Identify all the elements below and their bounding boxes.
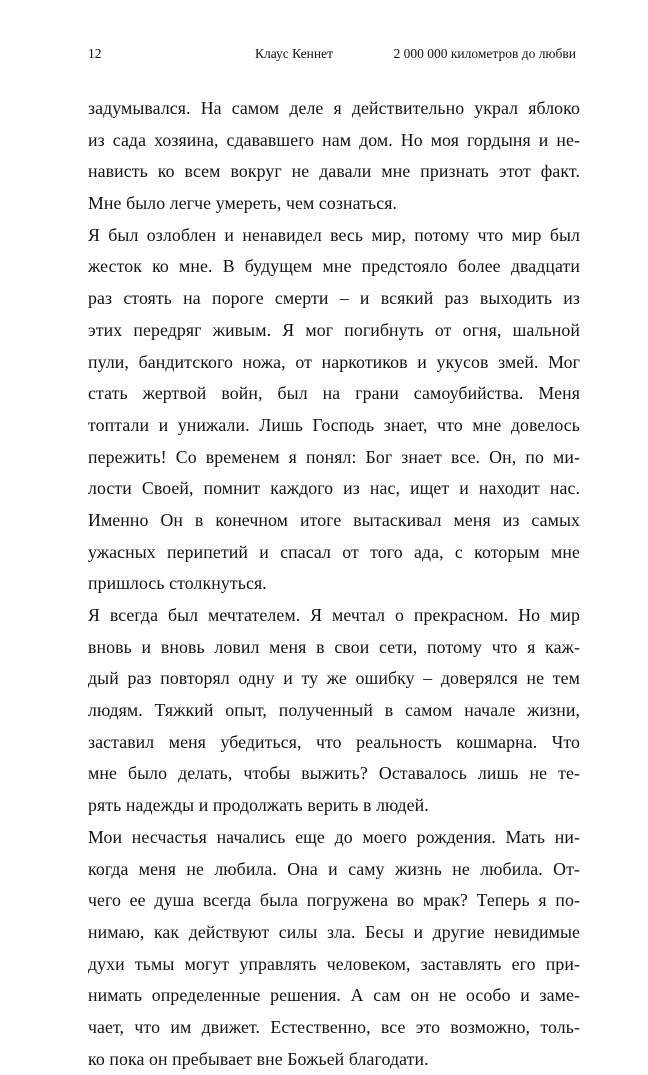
book-title: 2 000 000 километров до любви [393,46,576,61]
running-header [88,44,576,64]
page-number: 12 [88,46,102,61]
text-line: ко пока он пребывает вне Божьей благодати. [88,1048,429,1069]
text-line: Я был озлоблен и ненавидел весь мир, потому что мир был [88,224,580,245]
text-line: пришлось столкнуться. [88,573,267,594]
text-line: пережить! Со временем я понял: Бог знает все. Он, по ми- [88,446,580,467]
text-line: рять надежды и продолжать верить в людей. [88,795,429,816]
text-line: вновь и вновь ловил меня в свои сети, потому что я каж- [88,636,580,657]
text-line: нависть ко всем вокруг не давали мне признать этот факт. [88,161,580,182]
text-line: нимать определенные решения. А сам он не особо и заме- [88,985,580,1006]
text-line: стать жертвой войн, был на грани самоубийства. Меня [88,383,580,404]
text-line: заставил меня убедиться, что реальность кошмарна. Что [88,731,580,752]
text-line: дый раз повторял одну и ту же ошибку – доверялся не тем [88,668,580,689]
text-line: задумывался. На самом деле я действительно украл яблоко [88,98,580,118]
text-line: Я всегда был мечтателем. Я мечтал о прекрасном. Но мир [88,605,580,625]
text-line: из сада хозяина, сдававшего нам дом. Но моя гордыня и не- [88,129,580,150]
text-line: топтали и унижали. Лишь Господь знает, что мне довелось [88,414,580,435]
text-line: Именно Он в конечном итоге вытаскивал меня из самых [88,509,580,530]
author-name: Клаус Кеннет [255,46,333,61]
body-text [88,93,580,1075]
text-line: Мои несчастья начались еще до моего рождения. Мать ни- [88,826,580,847]
text-line: нимаю, как действуют силы зла. Бесы и другие невидимые [88,921,580,942]
text-line: жесток ко мне. В будущем мне предстояло более двадцати [88,256,580,277]
text-line: этих передряг живым. Я мог погибнуть от огня, шальной [88,319,580,340]
text-line: духи тьмы могут управлять человеком, заставлять его при- [88,953,580,974]
text-line: пули, бандитского ножа, от наркотиков и укусов змей. Мог [88,351,580,372]
text-line: ужасных перипетий и спасал от того ада, с которым мне [88,541,580,562]
text-line: Мне было легче умереть, чем сознаться. [88,193,398,214]
text-line: чает, что им движет. Естественно, все это возможно, толь- [88,1016,580,1037]
text-line: мне было делать, чтобы выжить? Оставалось лишь не те- [88,763,580,784]
text-line: раз стоять на пороге смерти – и всякий раз выходить из [88,288,580,309]
text-line: чего ее душа всегда была погружена во мрак? Теперь я по- [88,890,580,911]
text-line: лости Своей, помнит каждого из нас, ищет и находит нас. [88,478,580,499]
text-line: когда меня не любила. Она и саму жизнь не любила. От- [88,858,580,879]
text-line: людям. Тяжкий опыт, полученный в самом начале жизни, [88,700,580,721]
